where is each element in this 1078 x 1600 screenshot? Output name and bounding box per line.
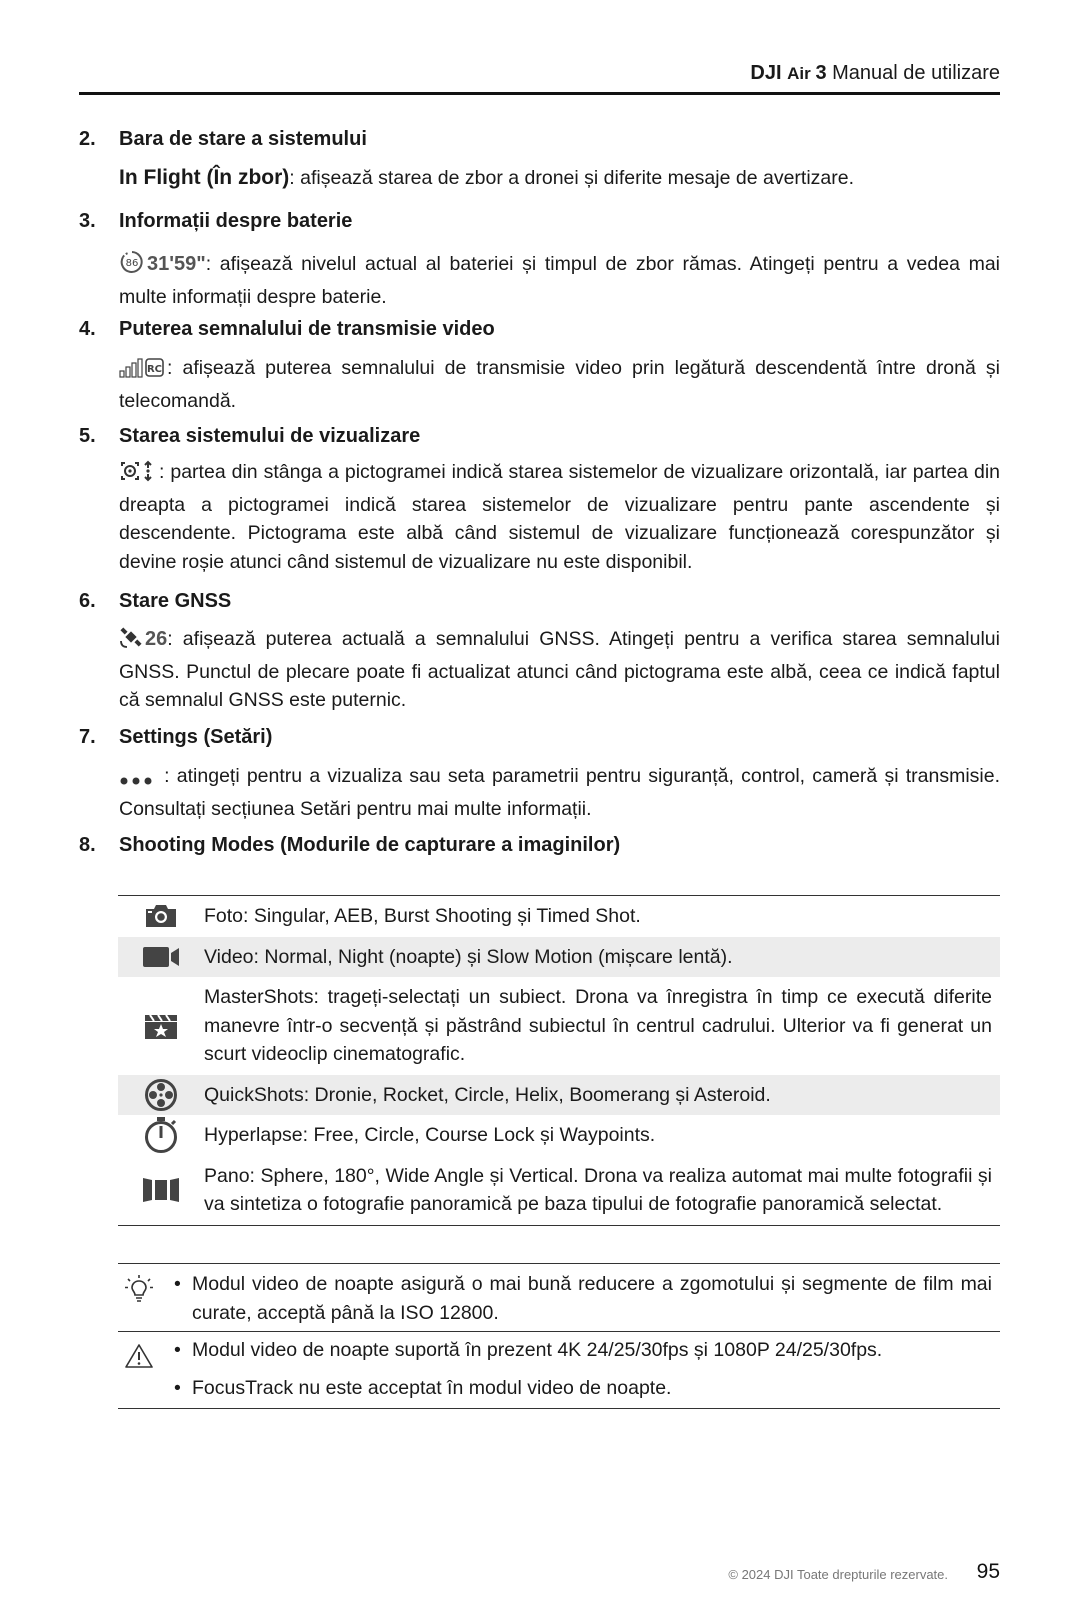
more-dots-icon [119, 766, 155, 795]
svg-text:RC: RC [146, 364, 163, 375]
lightbulb-tip-icon [124, 1274, 154, 1309]
mode-row-pano: Pano: Sphere, 180°, Wide Angle și Vertical. Drona va realiza automat mai multe fotografii și va sintetiza o fotografie panoramică pe baza tipului de fotografie panoramică selectat. [118, 1156, 1000, 1225]
signal-strength-rc-icon [119, 356, 165, 387]
tip-text: • Modul video de noapte asigură o mai bună reducere a zgomotului și segmente de film mai curate, acceptă până la ISO 12800. [174, 1270, 1000, 1327]
page-number: 95 [976, 1560, 1000, 1583]
warning-text: • FocusTrack nu este acceptat în modul video de noapte. [174, 1374, 1000, 1403]
panorama-icon [118, 1175, 204, 1205]
header-title: DJI Air 3 Manual de utilizare [750, 62, 1000, 84]
mode-row-hyperlapse: Hyperlapse: Free, Circle, Course Lock și Waypoints. [118, 1115, 1000, 1156]
warning-triangle-icon [124, 1342, 154, 1375]
stopwatch-icon [118, 1116, 204, 1154]
battery-level-icon [119, 250, 145, 283]
warning-text: • Modul video de noapte suportă în prezent 4K 24/25/30fps și 1080P 24/25/30fps. [174, 1336, 1000, 1365]
shooting-modes-table [118, 895, 1000, 1226]
mastershots-clapperboard-icon [118, 1011, 204, 1041]
section-shooting-modes: 8. Shooting Modes (Modurile de capturare a imaginilor) [79, 834, 621, 856]
section-video-signal: 4. Puterea semnalului de transmisie video RC : afișează puterea semnalului de transmisie video prin legătură descendentă între dronă și telecomandă. [79, 318, 1000, 412]
video-camera-icon [118, 944, 204, 970]
tip-note [118, 1263, 1000, 1331]
section-gnss-status: 6. Stare GNSS 26: afișează puterea actuală a semnalului GNSS. Atingeți pentru a verifica starea semnalului GNSS. Punctul de plecare poate fi actualizat atunci când pictograma este albă, ceea ce indică faptul că semnalul GNSS este puternic. [79, 590, 1000, 711]
satellite-icon [119, 627, 143, 658]
section-settings: 7. Settings (Setări) : atingeți pentru a vizualiza sau seta parametrii pentru siguranță, control, cameră și transmisie. Consultați secțiunea Setări pentru mai multe informații. [79, 726, 1000, 820]
section-vision-system: 5. Starea sistemului de vizualizare : partea din stânga a pictogramei indică starea sistemelor de vizualizare orizontală, iar partea din dreapta a pictogramei indică starea sistemelor de vizualizare pentru pante ascendente și descendente. Pictograma este albă când sistemul de vizualizare funcționează corespunzător și devine roșie atunci când sistemul de vizualizare nu este disponibil. [79, 425, 1000, 573]
film-reel-icon [118, 1078, 204, 1112]
warning-note [118, 1331, 1000, 1409]
vision-system-icon [119, 460, 157, 491]
mode-row-quickshots: QuickShots: Dronie, Rocket, Circle, Helix, Boomerang și Asteroid. [118, 1075, 1000, 1116]
page-header [79, 60, 1000, 95]
mode-row-photo: Foto: Singular, AEB, Burst Shooting și Timed Shot. [118, 896, 1000, 937]
section-status-bar: 2. Bara de stare a sistemului In Flight (În zbor): afișează starea de zbor a dronei și diferite mesaje de avertizare. [79, 128, 855, 189]
svg-text:86: 86 [125, 258, 139, 269]
copyright-footer: © 2024 DJI Toate drepturile rezervate. [728, 1567, 948, 1582]
section-battery-info: 3. Informații despre baterie 86 31'59": afișează nivelul actual al bateriei și timpul de zbor rămas. Atingeți pentru a vedea mai multe informații despre baterie. [79, 210, 1000, 308]
notes-area [118, 1263, 1000, 1409]
in-flight-label: In Flight (În zbor) [119, 166, 290, 189]
camera-icon [118, 902, 204, 930]
mode-row-mastershots: MasterShots: trageți-selectați un subiect. Drona va înregistra în timp ce execută diferite manevre într-o secvență și păstrând subiectul în centrul cadrului. Ulterior va fi generat un scurt videoclip cinematografic. [118, 977, 1000, 1075]
mode-row-video: Video: Normal, Night (noapte) și Slow Motion (mișcare lentă). [118, 937, 1000, 978]
